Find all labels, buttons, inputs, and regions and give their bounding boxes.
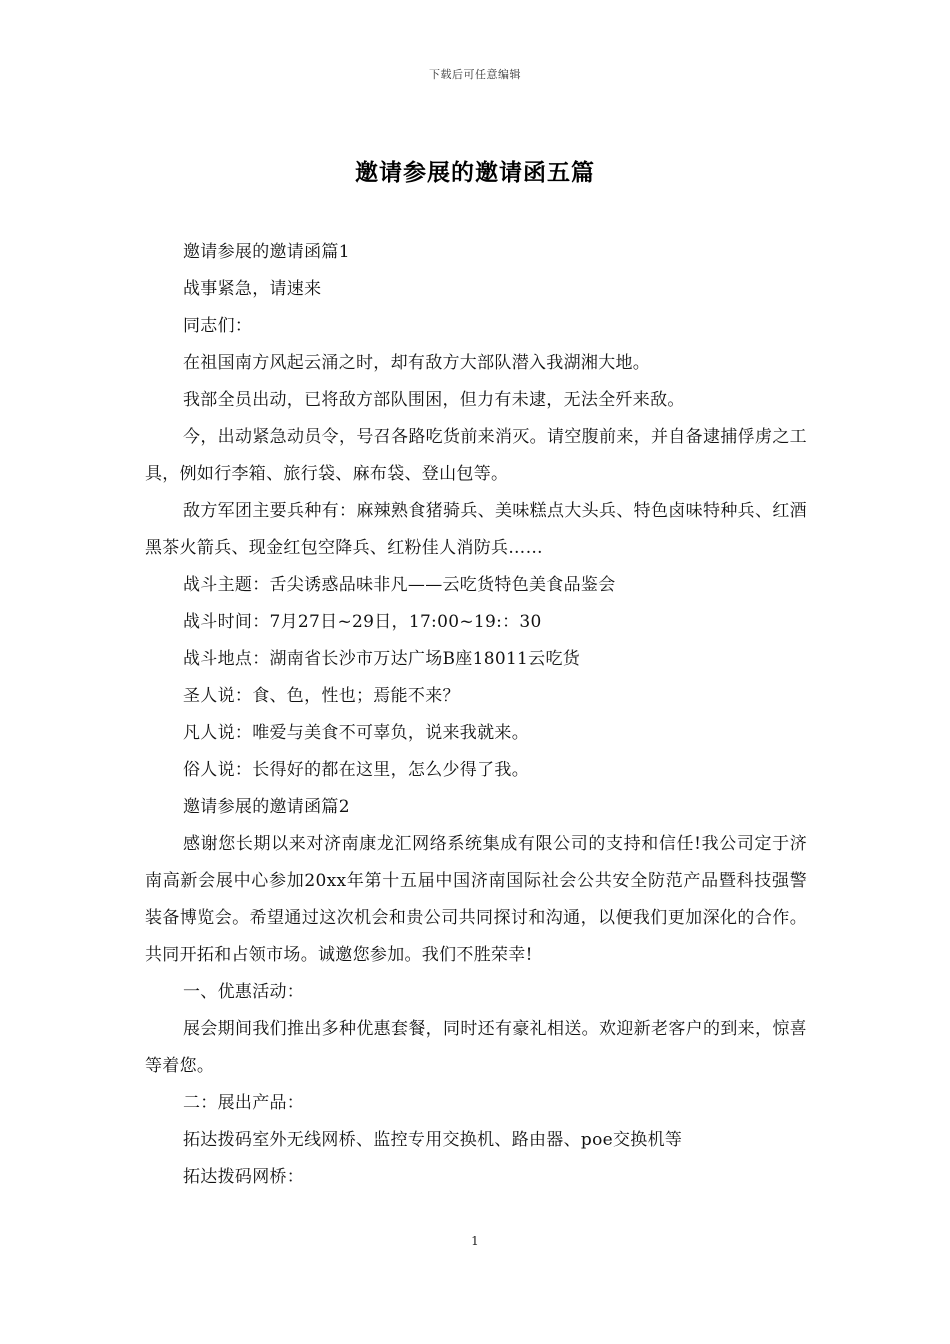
paragraph: 圣人说：食、色，性也；焉能不来？ [183, 686, 460, 706]
paragraph: 二：展出产品： [183, 1093, 305, 1113]
paragraph: 敌方军团主要兵种有：麻辣熟食猪骑兵、美味糕点大头兵、特色卤味特种兵、红酒黑茶火箭兵、现金红包空降兵、红粉佳人消防兵…… [145, 501, 807, 558]
paragraph: 凡人说：唯爱与美食不可辜负，说来我就来。 [183, 723, 529, 743]
section-heading-2: 邀请参展的邀请函篇2 [183, 797, 350, 817]
header-note: 下载后可任意编辑 [429, 68, 521, 81]
document-title: 邀请参展的邀请函五篇 [355, 159, 595, 186]
paragraph: 一、优惠活动： [183, 982, 305, 1002]
page-number: 1 [471, 1234, 479, 1248]
paragraph: 战斗地点：湖南省长沙市万达广场B座18011云吃货 [183, 649, 581, 669]
paragraph: 感谢您长期以来对济南康龙汇网络系统集成有限公司的支持和信任!我公司定于济南高新会展中心参加20xx年第十五届中国济南国际社会公共安全防范产品暨科技强警装备博览会。希望通过这次机会和贵公司共同探讨和沟通，以便我们更加深化的合作。共同开拓和占领市场。诚邀您参加。我们不胜荣幸! [145, 834, 807, 965]
paragraph: 战事紧急，请速来 [183, 279, 322, 299]
paragraph: 我部全员出动，已将敌方部队围困，但力有未逮，无法全歼来敌。 [183, 390, 685, 410]
paragraph: 同志们： [183, 316, 253, 336]
paragraph: 战斗主题：舌尖诱惑品味非凡——云吃货特色美食品鉴会 [183, 575, 616, 595]
paragraph: 战斗时间：7月27日~29日，17:00~19:：30 [183, 612, 542, 632]
paragraph: 今，出动紧急动员令，号召各路吃货前来消灭。请空腹前来，并自备逮捕俘虏之工具，例如行李箱、旅行袋、麻布袋、登山包等。 [145, 427, 807, 484]
document-body [145, 234, 807, 1196]
section-heading-1: 邀请参展的邀请函篇1 [183, 242, 350, 262]
paragraph: 俗人说：长得好的都在这里，怎么少得了我。 [183, 760, 529, 780]
paragraph: 在祖国南方风起云涌之时，却有敌方大部队潜入我湖湘大地。 [183, 353, 651, 373]
paragraph: 拓达拨码网桥： [183, 1167, 305, 1187]
paragraph: 展会期间我们推出多种优惠套餐，同时还有豪礼相送。欢迎新老客户的到来，惊喜等着您。 [145, 1019, 807, 1076]
paragraph: 拓达拨码室外无线网桥、监控专用交换机、路由器、poe交换机等 [183, 1130, 683, 1150]
